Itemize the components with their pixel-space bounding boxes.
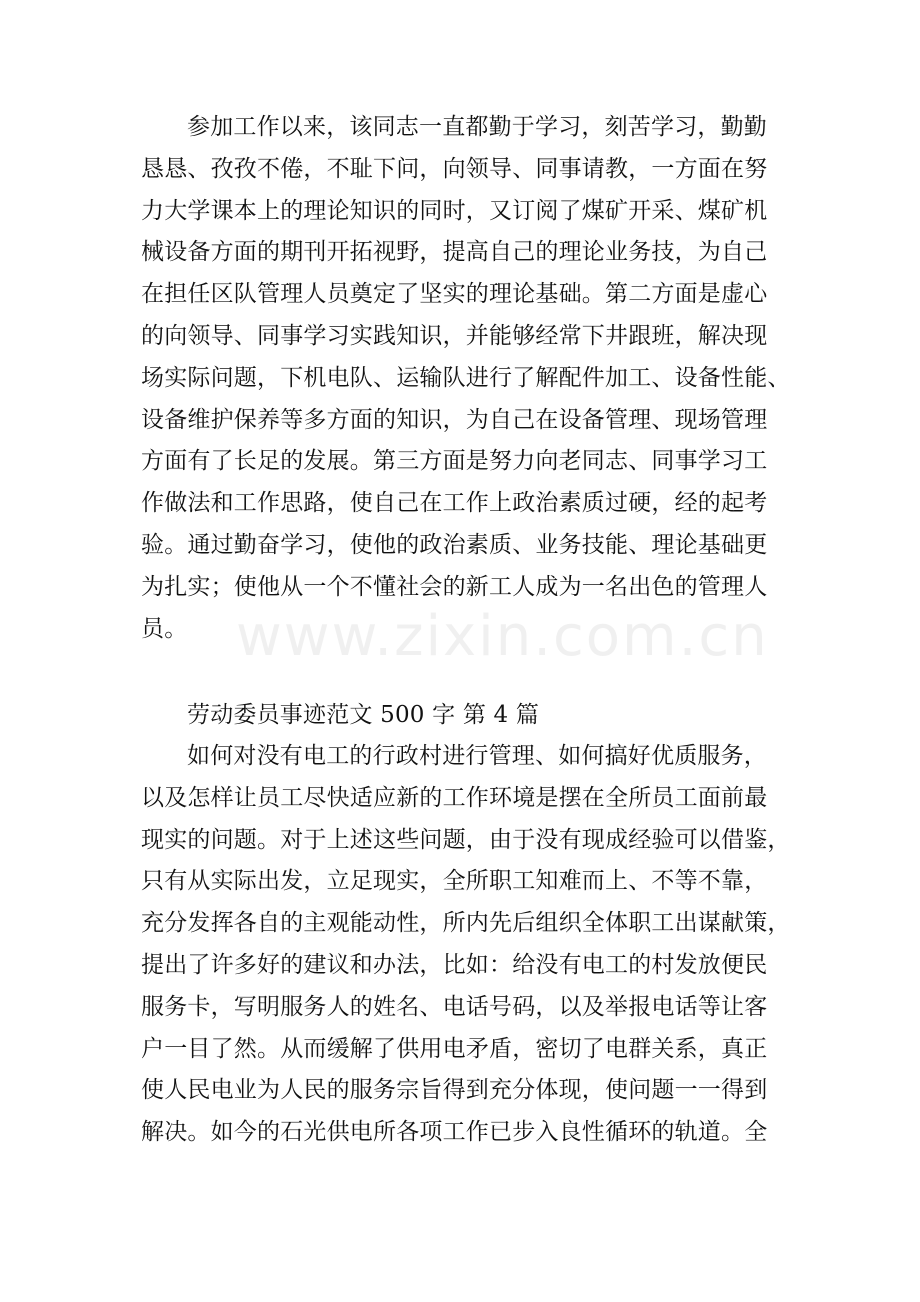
paragraph-line: 场实际问题，下机电队、运输队进行了解配件加工、设备性能、 — [141, 364, 791, 391]
paragraph-line: 服务卡，写明服务人的姓名、电话号码，以及举报电话等让客 — [141, 993, 768, 1020]
paragraph-line: 提出了许多好的建议和办法，比如：给没有电工的村发放便民 — [141, 951, 768, 978]
paragraph-line: 在担任区队管理人员奠定了坚实的理论基础。第二方面是虚心 — [141, 281, 768, 308]
paragraph-line: 参加工作以来，该同志一直都勤于学习，刻苦学习，勤勤 — [187, 114, 767, 140]
paragraph-line: 如何对没有电工的行政村进行管理、如何搞好优质服务， — [187, 743, 767, 769]
paragraph-line: 员。 — [141, 615, 188, 642]
paragraph-line: 的向领导、同事学习实践知识，并能够经常下井跟班，解决现 — [141, 322, 768, 349]
section-heading: 劳动委员事迹范文 500 字 第 4 篇 — [187, 702, 540, 728]
paragraph-line: 现实的问题。对于上述这些问题，由于没有现成经验可以借鉴， — [141, 826, 791, 853]
paragraph-line: 恳恳、孜孜不倦，不耻下问，向领导、同事请教，一方面在努 — [141, 155, 768, 182]
paragraph-line: 解决。如今的石光供电所各项工作已步入良性循环的轨道。全 — [141, 1119, 768, 1146]
paragraph-line: 械设备方面的期刊开拓视野，提高自己的理论业务技，为自己 — [141, 239, 768, 266]
paragraph-line: 充分发挥各自的主观能动性，所内先后组织全体职工出谋献策， — [141, 910, 791, 937]
paragraph-line: 设备维护保养等多方面的知识，为自己在设备管理、现场管理 — [141, 406, 768, 433]
paragraph-line: 方面有了长足的发展。第三方面是努力向老同志、同事学习工 — [141, 448, 768, 475]
paragraph-line: 验。通过勤奋学习，使他的政治素质、业务技能、理论基础更 — [141, 531, 768, 558]
watermark: www.zixin.com.cn — [236, 604, 769, 669]
paragraph-power-station — [141, 736, 793, 1154]
paragraph-line: 作做法和工作思路，使自己在工作上政治素质过硬，经的起考 — [141, 490, 768, 517]
paragraph-line: 为扎实；使他从一个不懂社会的新工人成为一名出色的管理人 — [141, 573, 768, 600]
paragraph-work-study — [141, 107, 793, 650]
paragraph-line: 只有从实际出发，立足现实，全所职工知难而上、不等不靠， — [141, 868, 768, 895]
section-heading-block — [141, 695, 793, 737]
paragraph-line: 使人民电业为人民的服务宗旨得到充分体现，使问题一一得到 — [141, 1077, 768, 1104]
paragraph-line: 力大学课本上的理论知识的同时，又订阅了煤矿开采、煤矿机 — [141, 197, 768, 224]
paragraph-line: 以及怎样让员工尽快适应新的工作环境是摆在全所员工面前最 — [141, 784, 768, 811]
paragraph-line: 户一目了然。从而缓解了供用电矛盾，密切了电群关系，真正 — [141, 1035, 768, 1062]
